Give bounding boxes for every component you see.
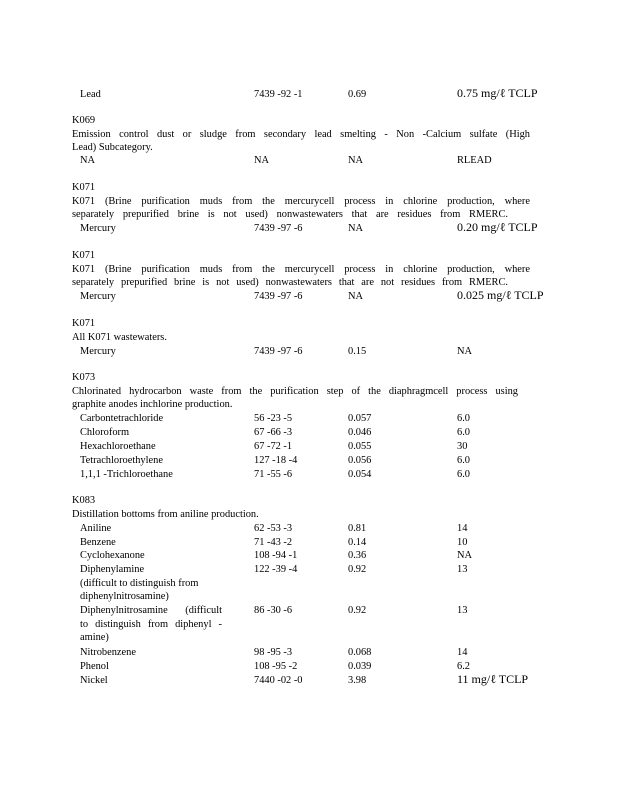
- waste-description: K071 (Brine purification muds from the mercurycell process in chlorine production, where: [72, 264, 530, 275]
- wastewater-standard: NA: [348, 291, 364, 302]
- table-row: [0, 549, 618, 563]
- nonwastewater-standard: 0.20 mg/ℓ TCLP: [457, 220, 538, 234]
- waste-description: Distillation bottoms from aniline production.: [72, 509, 259, 520]
- nonwastewater-standard: NA: [457, 550, 473, 561]
- waste-code: K071: [72, 318, 96, 329]
- constituent-note: diphenylnitrosamine): [80, 591, 169, 602]
- constituent-name: Nitrobenzene: [80, 647, 136, 658]
- constituent-name: Mercury: [80, 223, 116, 234]
- nonwastewater-standard: 14: [457, 523, 468, 534]
- cas-number: 71 -43 -2: [254, 537, 293, 548]
- cas-number: 122 -39 -4: [254, 564, 298, 575]
- nonwastewater-standard: 30: [457, 441, 468, 452]
- constituent-name: Lead: [80, 89, 101, 100]
- nonwastewater-standard: 6.2: [457, 661, 470, 672]
- nonwastewater-standard: 6.0: [457, 413, 470, 424]
- waste-code: K069: [72, 115, 96, 126]
- constituent-name: Mercury: [80, 346, 116, 357]
- nonwastewater-standard: 11 mg/ℓ TCLP: [457, 672, 529, 686]
- table-row: [0, 412, 618, 426]
- constituent-name: Chloroform: [80, 427, 130, 438]
- table-row: [0, 426, 618, 440]
- wastewater-standard: 0.056: [348, 455, 372, 466]
- constituent-name: Carbontetrachloride: [80, 413, 164, 424]
- nonwastewater-standard: 0.025 mg/ℓ TCLP: [457, 288, 544, 302]
- wastewater-standard: 0.81: [348, 523, 367, 534]
- constituent-name: Diphenylamine: [80, 564, 145, 575]
- constituent-name: Hexachloroethane: [80, 441, 156, 452]
- nonwastewater-standard: 10: [457, 537, 468, 548]
- nonwastewater-standard: 6.0: [457, 427, 470, 438]
- cas-number: NA: [254, 155, 270, 166]
- cas-number: 127 -18 -4: [254, 455, 298, 466]
- wastewater-standard: NA: [348, 223, 364, 234]
- waste-code: K073: [72, 372, 96, 383]
- constituent-name: Nickel: [80, 675, 108, 686]
- nonwastewater-standard: RLEAD: [457, 155, 492, 166]
- wastewater-standard: 0.69: [348, 89, 367, 100]
- cas-number: 86 -30 -6: [254, 605, 293, 616]
- wastewater-standard: 3.98: [348, 675, 367, 686]
- table-row: [0, 468, 618, 482]
- table-row: [0, 522, 618, 536]
- cas-number: 108 -95 -2: [254, 661, 298, 672]
- table-row: [0, 646, 618, 660]
- constituent-name: Phenol: [80, 661, 109, 672]
- wastewater-standard: 0.068: [348, 647, 372, 658]
- table-row: [0, 454, 618, 468]
- waste-description: Emission control dust or sludge from secondary lead smelting - Non -Calcium sulfate (High: [72, 129, 530, 140]
- table-row: [0, 88, 618, 102]
- waste-description-cont: separately prepurified brine is not used) nonwastewaters that are not residues from RMERC.: [72, 277, 508, 288]
- constituent-note: amine): [80, 632, 109, 643]
- table-row: [0, 563, 618, 577]
- constituent-note: (difficult to distinguish from: [80, 578, 199, 589]
- wastewater-standard: NA: [348, 155, 364, 166]
- table-row: [0, 154, 618, 168]
- constituent-name: Diphenylnitrosamine (difficult: [80, 605, 222, 616]
- constituent-note: to distinguish from diphenyl -: [80, 619, 222, 630]
- waste-code: K083: [72, 495, 96, 506]
- wastewater-standard: 0.15: [348, 346, 367, 357]
- table-row: [0, 604, 618, 618]
- constituent-name: Tetrachloroethylene: [80, 455, 163, 466]
- wastewater-standard: 0.14: [348, 537, 367, 548]
- wastewater-standard: 0.046: [348, 427, 372, 438]
- table-row: [0, 440, 618, 454]
- waste-description-cont: graphite anodes inchlorine production.: [72, 399, 233, 410]
- cas-number: 108 -94 -1: [254, 550, 298, 561]
- nonwastewater-standard: NA: [457, 346, 473, 357]
- table-row: [0, 222, 618, 236]
- constituent-name: Mercury: [80, 291, 116, 302]
- constituent-name: Benzene: [80, 537, 116, 548]
- wastewater-standard: 0.92: [348, 605, 367, 616]
- waste-description: K071 (Brine purification muds from the mercurycell process in chlorine production, where: [72, 196, 530, 207]
- waste-code: K071: [72, 250, 96, 261]
- wastewater-standard: 0.36: [348, 550, 367, 561]
- nonwastewater-standard: 0.75 mg/ℓ TCLP: [457, 86, 538, 100]
- wastewater-standard: 0.057: [348, 413, 372, 424]
- cas-number: 62 -53 -3: [254, 523, 293, 534]
- waste-description-cont: separately prepurified brine is not used) nonwastewaters that are residues from RMERC.: [72, 209, 508, 220]
- table-row: [0, 345, 618, 359]
- nonwastewater-standard: 13: [457, 564, 468, 575]
- cas-number: 7440 -02 -0: [254, 675, 303, 686]
- constituent-name: NA: [80, 155, 96, 166]
- cas-number: 7439 -92 -1: [254, 89, 303, 100]
- wastewater-standard: 0.039: [348, 661, 372, 672]
- cas-number: 67 -72 -1: [254, 441, 293, 452]
- cas-number: 7439 -97 -6: [254, 291, 303, 302]
- waste-description: Chlorinated hydrocarbon waste from the purification step of the diaphragmcell process using: [72, 386, 518, 397]
- nonwastewater-standard: 6.0: [457, 469, 470, 480]
- waste-code: K071: [72, 182, 96, 193]
- constituent-name: Aniline: [80, 523, 112, 534]
- waste-description-cont: Lead) Subcategory.: [72, 142, 153, 153]
- wastewater-standard: 0.92: [348, 564, 367, 575]
- cas-number: 67 -66 -3: [254, 427, 293, 438]
- waste-description: All K071 wastewaters.: [72, 332, 167, 343]
- cas-number: 71 -55 -6: [254, 469, 293, 480]
- cas-number: 7439 -97 -6: [254, 346, 303, 357]
- nonwastewater-standard: 14: [457, 647, 468, 658]
- nonwastewater-standard: 13: [457, 605, 468, 616]
- cas-number: 56 -23 -5: [254, 413, 293, 424]
- wastewater-standard: 0.054: [348, 469, 372, 480]
- table-row: [0, 290, 618, 304]
- nonwastewater-standard: 6.0: [457, 455, 470, 466]
- cas-number: 98 -95 -3: [254, 647, 293, 658]
- constituent-name: Cyclohexanone: [80, 550, 145, 561]
- wastewater-standard: 0.055: [348, 441, 372, 452]
- cas-number: 7439 -97 -6: [254, 223, 303, 234]
- table-row: [0, 536, 618, 550]
- constituent-name: 1,1,1 -Trichloroethane: [80, 469, 173, 480]
- table-row: [0, 674, 618, 688]
